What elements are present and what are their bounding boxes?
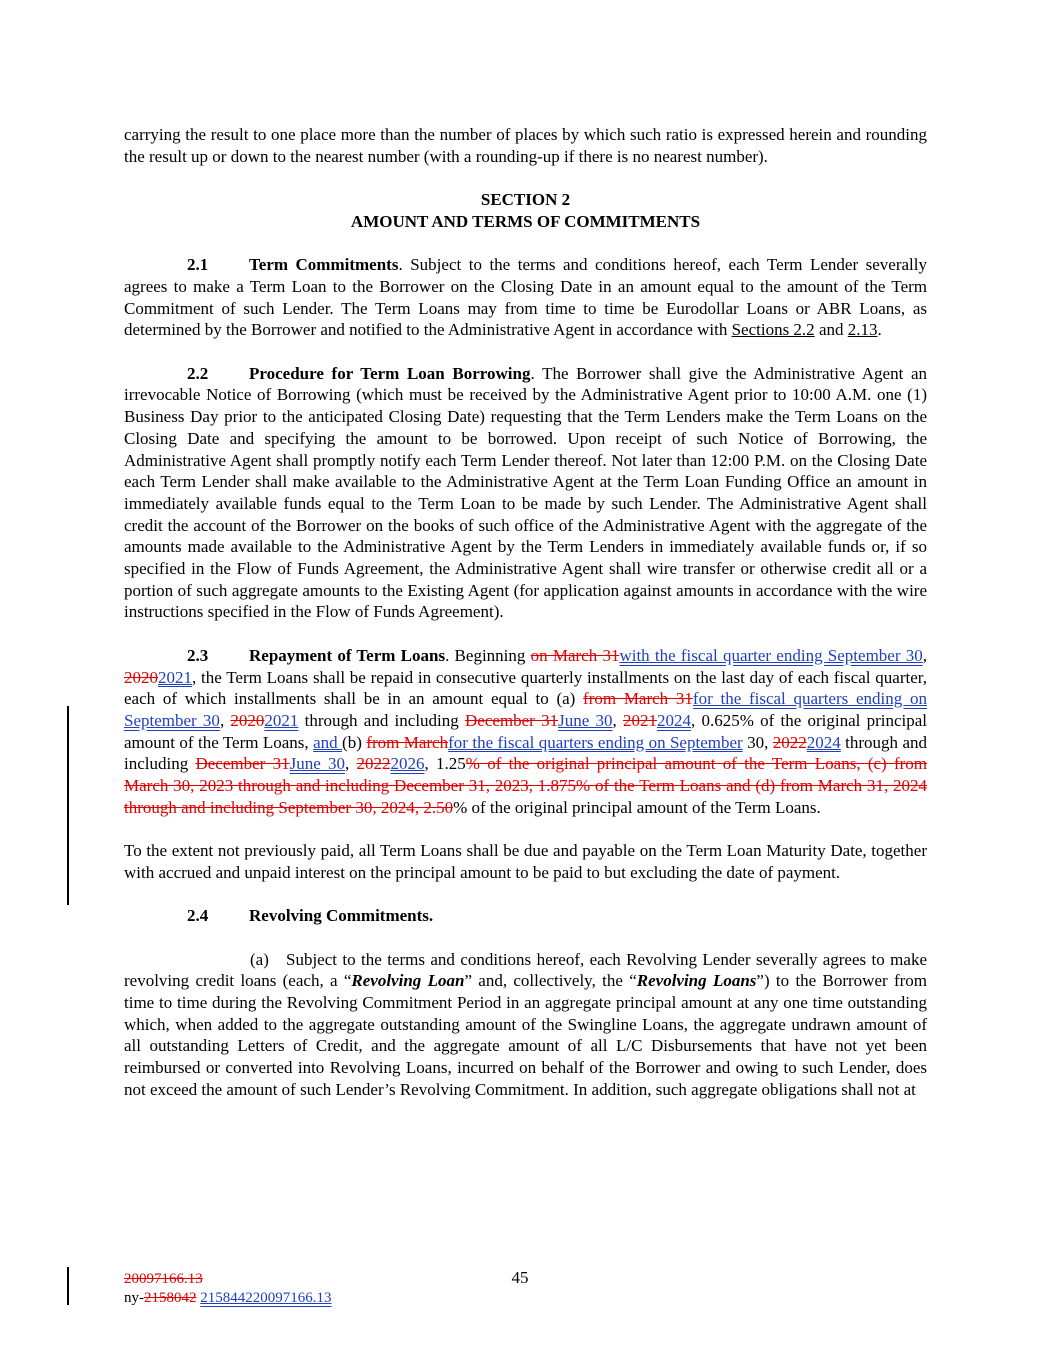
text-run: , [219,710,231,730]
text-run: , [345,754,357,774]
inserted-text: 2021 [158,667,192,687]
inserted-text: 2021 [264,710,299,730]
text-run: , [922,645,927,665]
section-2-1 [124,254,927,341]
deleted-text: on March 31 [530,645,620,665]
text-run: (b) [342,732,367,752]
inserted-text: for the fiscal quarters ending on September 30 [124,689,927,730]
section-2-2 [124,363,927,623]
section-2-1-heading: Term Commitments [249,255,399,275]
section-2-2-number: 2.2 [187,363,209,383]
deleted-text: from March [366,732,449,752]
section-number: SECTION 2 [480,190,571,210]
section-2-4 [124,905,927,927]
document-page [124,124,927,1101]
section-2-4-number: 2.4 [187,906,209,926]
footer-id-inserted: 215844220097166.13 [200,1290,332,1306]
inserted-text: and [313,732,343,752]
section-2-3 [124,645,927,819]
ref-sections-2-2: Sections 2.2 [731,320,815,340]
deleted-text: December 31 [195,754,290,774]
inserted-text: 2024 [806,732,841,752]
change-bar-footer [67,1267,69,1305]
section-2-4-heading: Revolving Commitments. [249,906,434,926]
top-paragraph: carrying the result to one place more than the number of places by which such ratio is expressed herein and rounding the result up or down to the nearest number (with a rounding-up if there is no nearest number). [124,125,927,166]
footer-id-deleted: 2158042 [144,1290,197,1306]
text-run: Subject to the terms and conditions hereof, each Revolving Lender severally agrees to make revolving credit loans (each, a “ [124,949,927,991]
section-2-1-text: . Subject to the terms and conditions hereof, each Term Lender severally agrees to make a Term Loan to the Borrower on the Closing Date in an amount equal to the amount of the Term Commitment of such Lender. The Term Loans may from time to time be Eurodollar Loans or ABR Loans, as determined by the Borrower and notified to the Administrative Agent in accordance with [124,255,928,340]
text-run: through and including [124,732,928,774]
inserted-text: 2024 [656,710,691,730]
inserted-text: June 30 [289,754,346,774]
deleted-text: 2022 [772,732,807,752]
text-run: , 0.625% of the original principal amount of the Term Loans, [124,710,928,752]
text-run: ” and, collectively, the “ [464,971,637,991]
text-and: and [814,320,848,340]
deleted-text: December 31 [465,710,559,730]
section-2-2-heading: Procedure for Term Loan Borrowing [249,363,531,383]
section-2-3-number: 2.3 [187,645,209,665]
page-number: 45 [511,1268,529,1287]
text-run: , the Term Loans shall be repaid in consecutive quarterly installments on the last day of each fiscal quarter, each of which installments shall be in an amount equal to (a) [124,667,927,709]
deleted-text: from March 31 [583,689,693,709]
text-run: . Beginning [445,645,531,665]
footer-doc-id [124,1270,332,1308]
inserted-text: with the fiscal quarter ending September 30 [619,645,923,665]
text-run: 30, [742,732,773,752]
deleted-text: % of the original principal amount of the Term Loans, (c) from March 30, 2023 through and including December 31, 2023, 1.875% of the Term Loans and (d) from March 31, 2024 through and including September 30, 2024, 2.50 [124,754,928,817]
ref-2-13: 2.13 [847,320,878,340]
footer-deleted-id: 20097166.13 [124,1271,203,1287]
defined-term-revolving-loan: Revolving Loan [351,971,465,991]
section-2-3-heading: Repayment of Term Loans [249,645,446,665]
text-run: , [612,710,623,730]
section-title: AMOUNT AND TERMS OF COMMITMENTS [350,211,701,231]
clause-a-label: (a) [250,949,269,969]
inserted-text: June 30 [558,710,613,730]
footer-prefix: ny- [124,1290,144,1306]
text-end: . [877,320,882,340]
deleted-text: 2020 [230,710,265,730]
extent-paragraph: To the extent not previously paid, all Term Loans shall be due and payable on the Term Loan Maturity Date, together with accrued and unpaid interest on the principal amount to be paid to but excluding the date of payment. [124,841,927,882]
defined-term-revolving-loans: Revolving Loans [636,971,757,991]
inserted-text: for the fiscal quarters ending on September [448,732,743,752]
section-2-1-number: 2.1 [187,255,209,275]
text-run: % of the original principal amount of the Term Loans. [453,797,821,817]
text-run: through and including [298,710,465,730]
footer-id-line [124,1289,332,1308]
deleted-text: 2020 [124,667,158,687]
text-run: , 1.25 [424,754,466,774]
inserted-text: 2026 [390,754,425,774]
text-run: ”) to the Borrower from time to time during the Revolving Commitment Period in an aggregate principal amount at any one time outstanding which, when added to the aggregate outstanding amount of the Swingline Loans, the aggregate undrawn amount of all outstanding Letters of Credit, and the aggregate amount of all L/C Disbursements that have not yet been reimbursed or converted into Revolving Loans, incurred on behalf of the Borrower and owing to such Lender, does not exceed the amount of such Lender’s Revolving Commitment. In addition, such aggregate obligations shall not at [124,971,928,1099]
deleted-text: 2022 [356,754,391,774]
change-bar [67,706,69,905]
section-2-2-text: . The Borrower shall give the Administrative Agent an irrevocable Notice of Borrowing (which must be received by the Administrative Agent prior to 10:00 A.M. one (1) Business Day prior to the anticipated Closing Date) requesting that the Term Lenders make the Term Loans on the Closing Date and specifying the amount to be borrowed. Upon receipt of such Notice of Borrowing, the Administrative Agent shall promptly notify each Term Lender thereof. Not later than 12:00 P.M. on the Closing Date each Term Lender shall make available to the Administrative Agent at the Term Loan Funding Office an amount in immediately available funds equal to the Term Loan to be made by such Lender. The Administrative Agent shall credit the account of the Borrower on the books of such office of the Administrative Agent with the aggregate of the amounts made available to the Administrative Agent by the Term Lenders in immediately available funds or, if so specified in the Flow of Funds Agreement, the Administrative Agent shall wire transfer or otherwise credit all or a portion of such aggregate amounts to the Existing Agent (for application against amounts in accordance with the wire instructions specified in the Flow of Funds Agreement). [124,363,927,622]
section-2-4-a [124,949,927,1101]
deleted-text: 2021 [622,710,657,730]
